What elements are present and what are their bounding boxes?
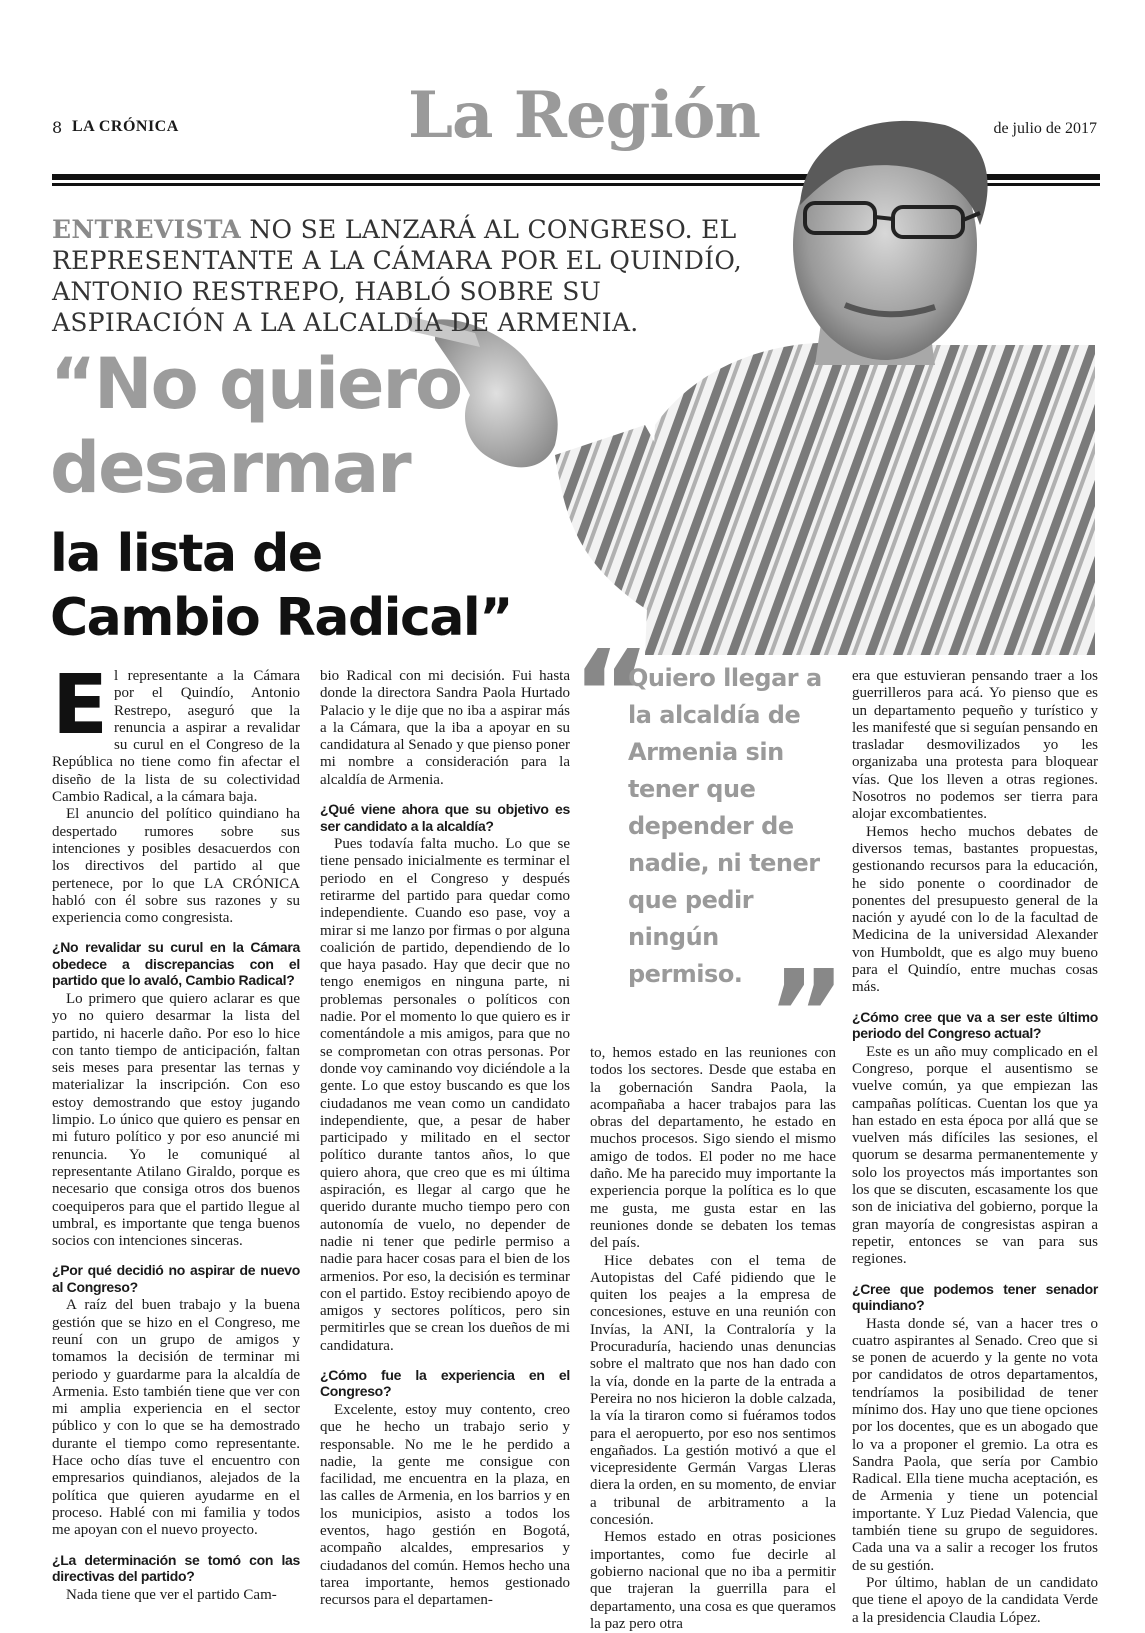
question: ¿Por qué decidió no aspirar de nuevo al Congreso?	[52, 1262, 300, 1295]
answer: Pues todavía falta mucho. Lo que se tiene pensado inicialmente es terminar el periodo en el Congreso y después retirarme del partido para quedar como independiente. Cuando eso pase, voy a mirar si me lanzo por firmas o por alguna coalición de partido, dependiendo de lo que haya pasado. Hay que decir que no tengo enemigos en ninguna parte, ni problemas personales o políticos con nadie. Por el momento lo que quiero es ir comentándole a mis amigos, para que no se comprometan con otras personas. Por donde voy caminando voy diciéndole a la gente. Lo que estoy buscando es que los ciudadanos me vean como un candidato independiente, que, a pesar de haber participado y militado en el sector político durante tantos años, lo que quiero ahora, que creo que es mi última aspiración, es llegar al cargo que he querido durante mucho tiempo pero con autonomía de vuelo, no depender de nadie ni tener que pedirle permiso a nadie para hacer cosas para el bien de los armenios. Por eso, la decisión es terminar con el partido. Estoy recibiendo apoyo de amigos y sectores políticos, pero sin permitirles que se crean los dueños de mi candidatura.	[320, 836, 570, 1354]
close-quote-icon: ”	[767, 946, 846, 1085]
headline-line-1: “No quiero	[50, 343, 462, 425]
kicker-text: NO SE LANZARÁ AL CONGRESO. EL REPRESENTANTE A LA CÁMARA POR EL QUINDÍO, ANTONIO RESTREPO, HABLÓ SOBRE SU ASPIRACIÓN A LA ALCALDÍA DE ARMENIA.	[52, 215, 742, 337]
question: ¿Cómo fue la experiencia en el Congreso?	[320, 1366, 570, 1400]
article-column-4	[852, 668, 1098, 1627]
answer: Lo primero que quiero aclarar es que yo no quiero desarmar la lista del partido, ni hacerle daño. Por eso lo hice con tanto tiempo de anticipación, faltan seis meses para presentar las ternas y materializar la inscripción. Con eso estoy demostrando que estoy jugando limpio. Lo único que quiero es pensar en mi futuro político y por eso anuncié mi renuncia. Yo le comuniqué al representante Atilano Giraldo, porque es necesario que consiga otros dos buenos coequiperos para que el partido llegue al umbral, es importante que tenga buenos socios con intenciones sinceras.	[52, 990, 300, 1250]
headline-line-3: la lista de	[50, 524, 322, 584]
paragraph: Hemos hecho muchos debates de diversos temas, bastantes propuestas, gestionando recursos para la educación, he sido ponente o coordinador de ponentes del presupuesto general de la nación y ayudé con lo de la facultad de Medicina de la universidad Alexander von Humboldt, que es algo muy bueno para el Quindío, entre muchas cosas más.	[852, 823, 1098, 996]
pull-quote-text: Quiero llegar a la alcaldía de Armenia sin tener que depender de nadie, ni tener que pedir ningún permiso.	[628, 664, 822, 988]
answer: Por último, hablan de un candidato que tiene el apoyo de la candidata Verde a la presidencia Claudia López.	[852, 1574, 1098, 1626]
paragraph: El anuncio del político quindiano ha despertado rumores sobre sus intenciones y posibles desacuerdos con los directivos del partido al que pertenece, por lo que LA CRÓNICA habló con él sobre sus razones y su experiencia como congresista.	[52, 806, 300, 927]
question: ¿La determinación se tomó con las directivas del partido?	[52, 1551, 300, 1585]
question: ¿No revalidar su curul en la Cámara obedece a discrepancias con el partido que lo avaló, Cambio Radical?	[52, 939, 300, 989]
lead-paragraph	[52, 658, 300, 806]
paragraph: era que estuvieran pensando traer a los guerrilleros para acá. Yo pienso que es un departamento pequeño y turístico y les manifesté que si seguían pensando en trasladar desmovilizados yo les organizaba una protesta para bloquear vías. Que los lleven a otras regiones. Nosotros no podemos ser tierra para alojar excombatientes.	[852, 668, 1098, 823]
open-quote-icon: “	[572, 626, 651, 765]
page-number: 8	[52, 118, 63, 137]
answer: Excelente, estoy muy contento, creo que he hecho un trabajo serio y responsable. No me le he perdido a nadie, la gente me consigue con facilidad, me encuentra en la plaza, en las calles de Armenia, en los barrios y en los municipios, asisto a todos los eventos, hago gestión en Bogotá, acompaño alcaldes, empresarios y ciudadanos del común. Hemos hecho una tarea importante, hemos gestionado recursos para el departamen-	[320, 1401, 570, 1609]
drop-cap: E	[52, 658, 109, 753]
headline-black	[50, 522, 512, 650]
paragraph: bio Radical con mi decisión. Fui hasta donde la directora Sandra Paola Hurtado Palacio y le dije que no iba a aspirar más a la Cámara, que la iba a apoyar en su candidatura al Senado y que pienso poner mi nombre a consideración para la alcaldía de Armenia.	[320, 668, 570, 788]
article-column-3	[590, 1045, 836, 1633]
headline-grey	[50, 342, 461, 510]
section-title: La Región	[408, 78, 760, 153]
publication-name: LA CRÓNICA	[72, 118, 179, 135]
answer: Este es un año muy complicado en el Congreso, porque el ausentismo se vuelve común, ya que empiezan las campañas políticas. Cuentan los que ya han estado en esta época por allá que se vuelven más difíciles las sesiones, el quorum se desarma permanentemente y solo los proyectos más importantes son los que se discuten, escasamente los que son de iniciativa del gobierno, porque la gran mayoría de congresistas aspiran a repetir, entonces se van para sus regiones.	[852, 1043, 1098, 1268]
kicker	[52, 214, 782, 338]
question: ¿Qué viene ahora que su objetivo es ser candidato a la alcaldía?	[320, 801, 570, 834]
paragraph: Hice debates con el tema de Autopistas del Café pidiendo que le quiten los peajes a la empresa de concesiones, estuve en una reunión con Invías, la ANI, la Contraloría y la Procuraduría, haciendo unas denuncias sobre el maltrato que nos han dado con la vía, donde en la parte de la entrada a Pereira no nos hicieron la doble calzada, la vía la tiraron como si fuéramos todos para el aeropuerto, por eso nos sentimos engañados. La gestión motivó a que el vicepresidente Germán Vargas Lleras diera la orden, en su momento, de enviar a tribunal de arbitramento a la concesión.	[590, 1252, 836, 1529]
article-column-2	[320, 668, 570, 1610]
question: ¿Cree que podemos tener senador quindiano?	[852, 1280, 1098, 1313]
pull-quote	[572, 626, 846, 1085]
paragraph: Hemos estado en otras posiciones importantes, como fue decirle al gobierno nacional que no iba a permitir que trajeran la guerrilla para el departamento, una cosa es que queramos la paz pero otra	[590, 1529, 836, 1632]
article-column-1	[52, 658, 300, 1604]
headline-line-4: Cambio Radical”	[50, 588, 512, 648]
paragraph: to, hemos estado en las reuniones con todos los sectores. Desde que estaba en la gobernación Sandra Paola, la acompañaba a hacer trabajos para las obras del departamento, he estado en muchos procesos. Sigo siendo el mismo amigo de todos. El poder no me hace daño. Me ha parecido muy importante la experiencia porque la política es lo que me gusta, me gusta estar en las reuniones donde se debaten los temas del país.	[590, 1045, 836, 1252]
question: ¿Cómo cree que va a ser este último periodo del Congreso actual?	[852, 1008, 1098, 1042]
answer: Hasta donde sé, van a hacer tres o cuatro aspirantes al Senado. Creo que si se ponen de acuerdo y la gente no vota por candidatos de otros departamentos, tendríamos la posibilidad de tener mínimo dos. Hay uno que tiene opciones por los docentes, que es un abogado que lo va a proponer el gremio. La otra es Sandra Paola, que sería por Cambio Radical. Ella tiene mucha aceptación, es de Armenia y tiene un potencial importante. Y Luz Piedad Valencia, que también tiene su grupo de seguidores. Cada una va a salir a recoger los frutos de su gestión.	[852, 1315, 1098, 1574]
answer: Nada tiene que ver el partido Cam-	[66, 1586, 277, 1603]
answer: A raíz del buen trabajo y la buena gestión que se hizo en el Congreso, me reuní con un grupo de amigos y tomamos la decisión de terminar mi periodo y guardarme para la alcaldía de Armenia. Esto también tiene que ver con mi amplia experiencia en el sector público y con lo que se ha demostrado durante el tiempo como representante. Hace ocho días tuve el encuentro con empresarios quindianos, alejados de la política que quieren ayudarme en el proceso. Hablé con mi familia y todos me apoyan con el nuevo proyecto.	[52, 1297, 300, 1539]
headline-line-2: desarmar	[50, 427, 410, 509]
issue-date: de julio de 2017	[993, 120, 1097, 137]
lead-text: l representante a la Cámara por el Quindío, Antonio Restrepo, aseguró que la renuncia a aspirar a revalidar su curul en el Congreso de la República no tiene como fin afectar el diseño de la lista de su colectividad Cambio Radical, a la cámara baja.	[52, 668, 300, 806]
kicker-label: ENTREVISTA	[52, 215, 242, 244]
